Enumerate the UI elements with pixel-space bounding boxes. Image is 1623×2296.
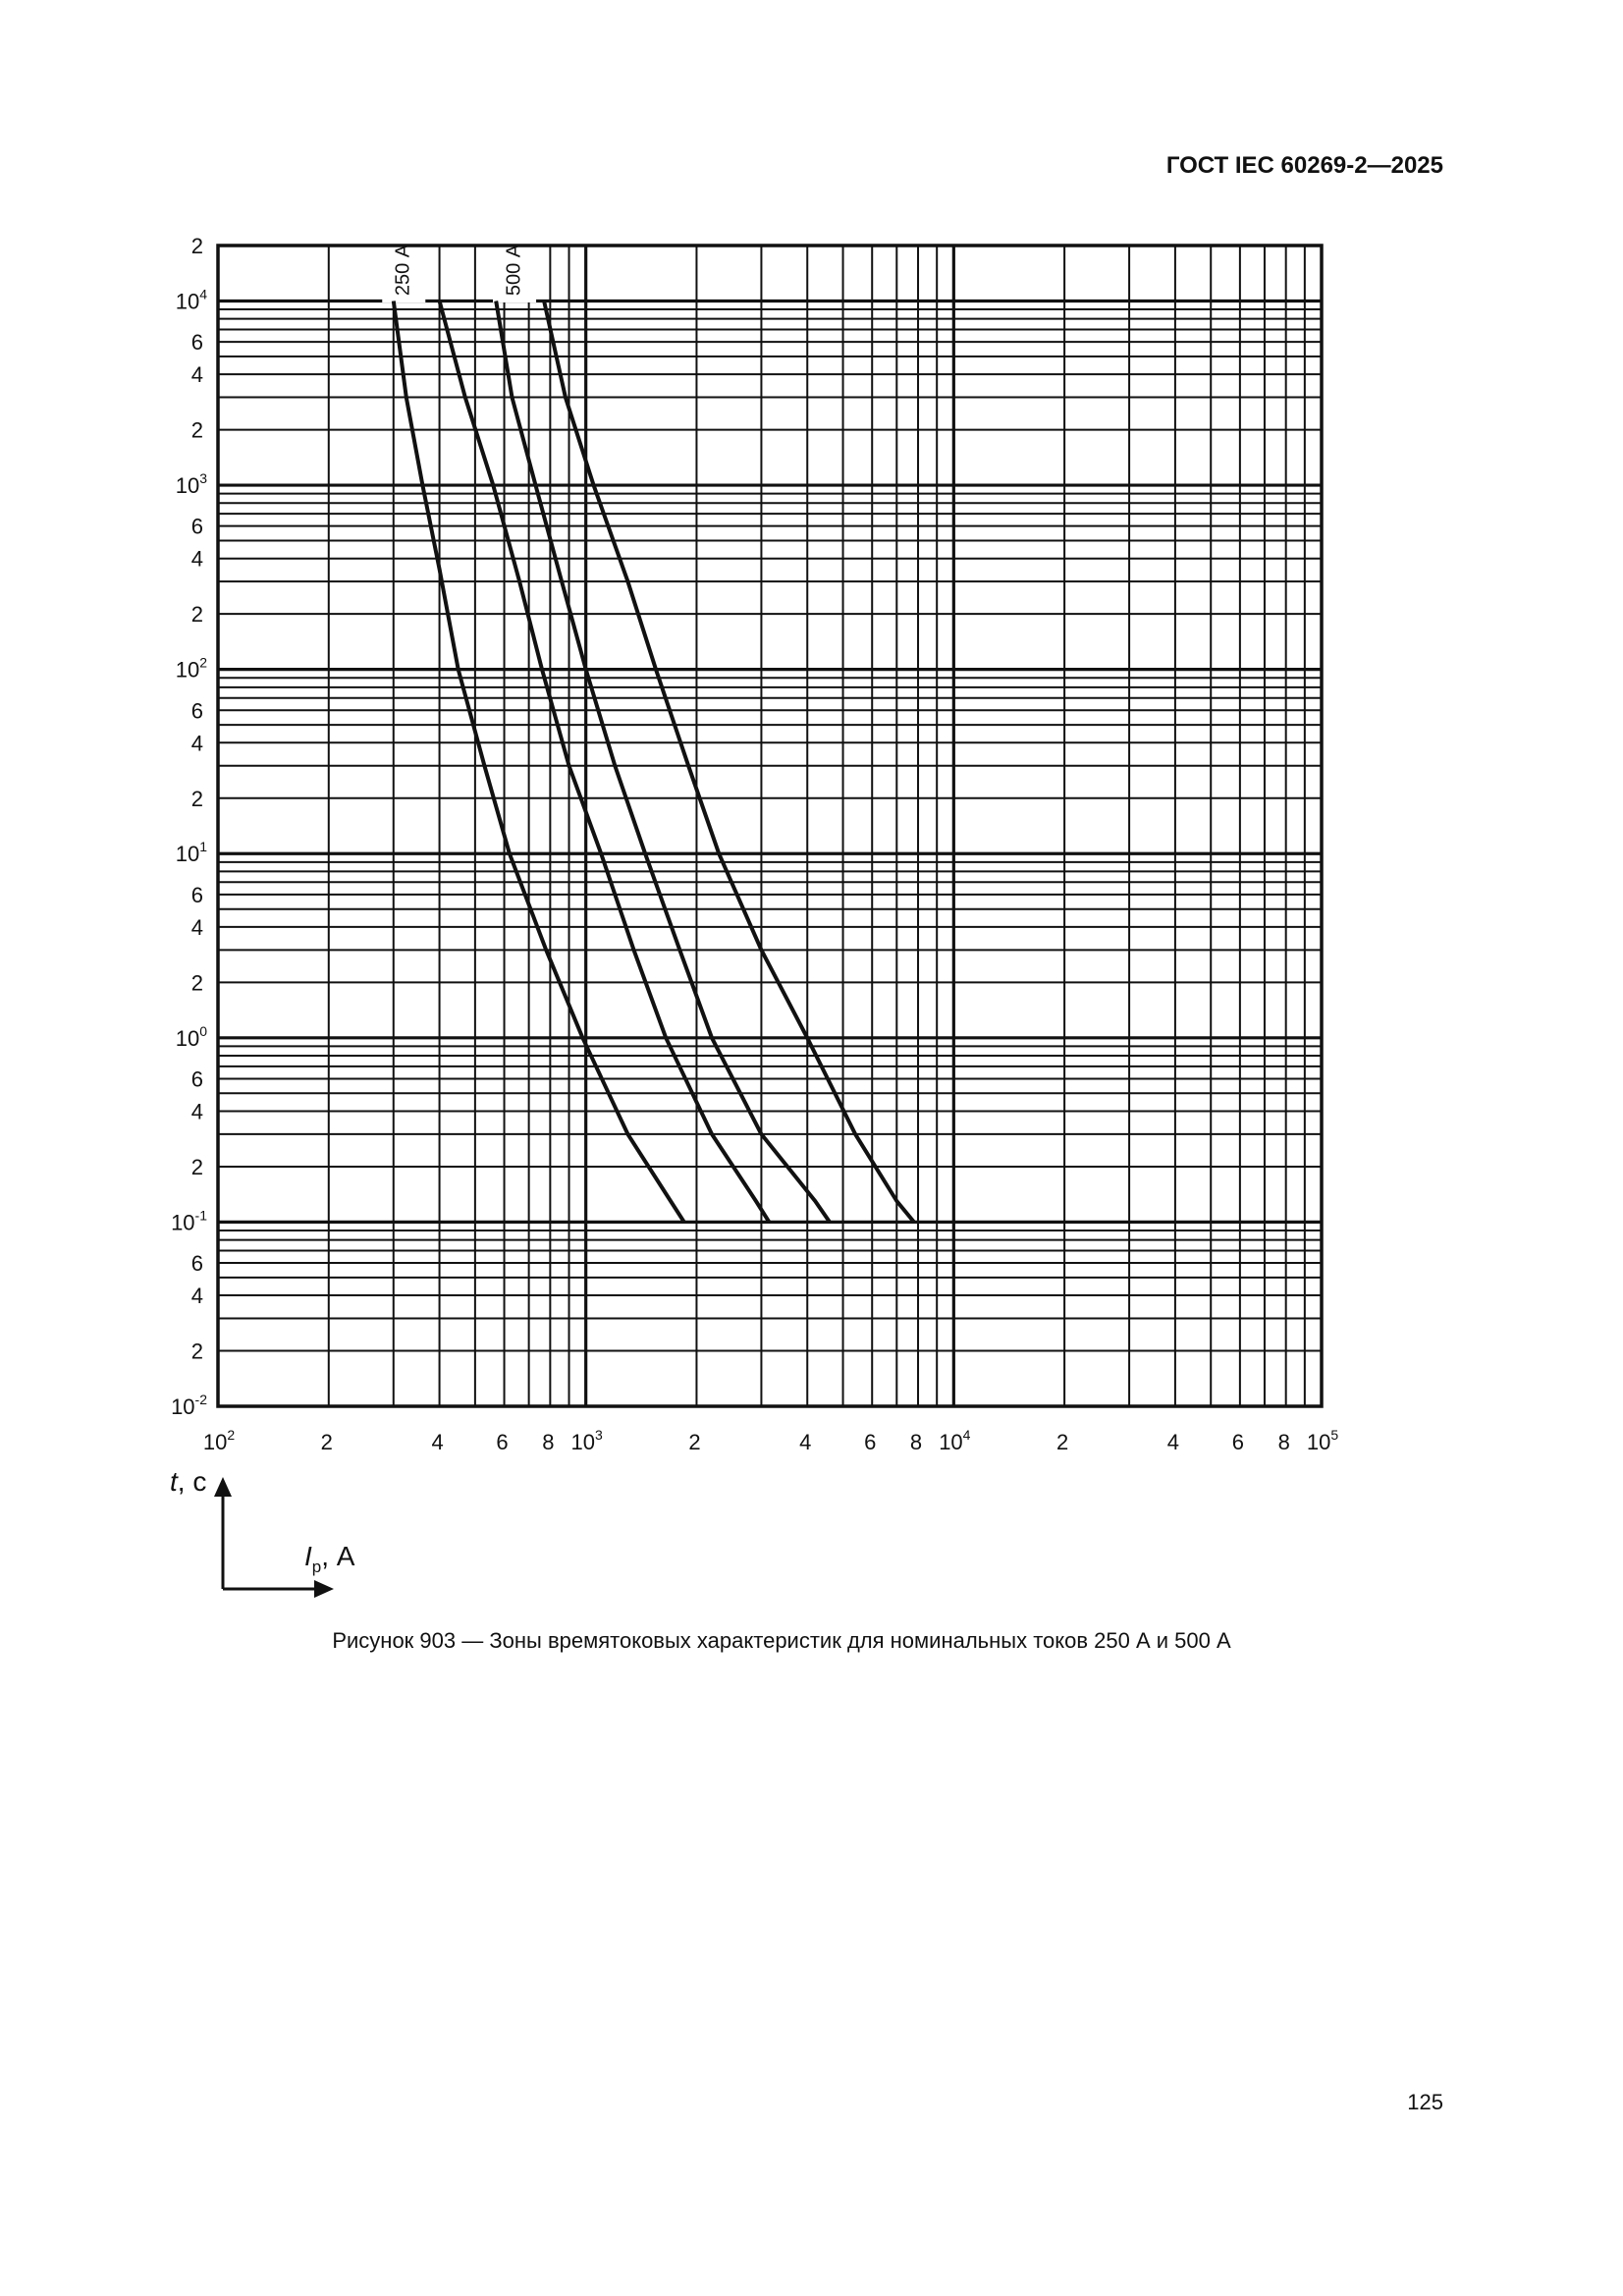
y-tick-label: 6 <box>190 882 203 907</box>
y-tick-label-major: $10^1$ <box>175 839 207 867</box>
x-axis-tick-labels <box>203 1427 1338 1454</box>
x-axis-label: $I_р$, А <box>304 1541 355 1576</box>
x-tick-label: 4 <box>431 1430 444 1454</box>
curve-annotation: 500 А <box>503 244 525 297</box>
zone-curve-3 <box>496 301 830 1223</box>
y-tick-label: 2 <box>190 234 203 258</box>
x-tick-label: 2 <box>320 1430 333 1454</box>
chart-frame <box>218 246 1322 1406</box>
y-tick-label: 6 <box>190 514 203 539</box>
curve-annotations <box>393 244 525 296</box>
x-tick-label-major: $10^5$ <box>1306 1427 1339 1454</box>
y-tick-label: 2 <box>190 786 203 811</box>
y-tick-label-major: $10^{-1}$ <box>171 1207 207 1235</box>
x-tick-label: 8 <box>909 1430 923 1454</box>
x-tick-label-major: $10^2$ <box>202 1427 236 1454</box>
x-tick-label: 6 <box>496 1430 509 1454</box>
y-tick-label: 4 <box>190 1099 203 1124</box>
axis-legend <box>170 1466 355 1598</box>
y-tick-label: 2 <box>190 970 203 996</box>
y-tick-label-major: $10^2$ <box>175 654 207 683</box>
figure-caption: Рисунок 903 — Зоны времятоковых характеристик для номинальных токов 250 А и 500 А <box>332 1628 1231 1653</box>
y-tick-label: 4 <box>190 914 203 940</box>
x-tick-label: 4 <box>799 1430 812 1454</box>
chart-grid <box>218 246 1322 1406</box>
zone-curve-4 <box>544 301 914 1223</box>
y-tick-label: 4 <box>190 1284 203 1309</box>
y-axis-label: t, с <box>170 1466 207 1497</box>
y-tick-label: 4 <box>190 731 203 756</box>
curve-annotation: 250 А <box>392 244 414 297</box>
y-tick-label: 2 <box>190 1339 203 1364</box>
plot-frame <box>218 246 1322 1406</box>
x-tick-label-major: $10^4$ <box>939 1427 971 1454</box>
y-tick-label-major: $10^0$ <box>175 1022 207 1051</box>
x-tick-label-major: $10^3$ <box>570 1427 603 1454</box>
y-tick-label: 6 <box>190 1251 203 1277</box>
x-tick-label: 4 <box>1166 1430 1180 1454</box>
x-tick-label: 6 <box>864 1430 877 1454</box>
y-tick-label: 4 <box>190 546 203 572</box>
y-tick-label: 6 <box>190 698 203 724</box>
y-tick-label: 4 <box>190 362 203 388</box>
y-tick-label-major: $10^{-2}$ <box>171 1392 207 1419</box>
y-tick-label-major: $10^4$ <box>175 286 207 314</box>
y-tick-label: 6 <box>190 1066 203 1092</box>
y-axis-arrowhead <box>214 1477 232 1497</box>
y-axis-tick-labels <box>171 234 207 1419</box>
y-tick-label-major: $10^3$ <box>175 470 207 499</box>
zone-curve-1 <box>394 301 684 1223</box>
x-tick-label: 6 <box>1231 1430 1245 1454</box>
document-header: ГОСТ IEC 60269-2—2025 <box>1165 152 1443 179</box>
x-tick-label: 2 <box>688 1430 701 1454</box>
x-axis-arrowhead <box>314 1580 334 1598</box>
y-tick-label: 2 <box>190 602 203 628</box>
y-tick-label: 2 <box>190 417 203 443</box>
y-tick-label: 6 <box>190 330 203 355</box>
chart-curves <box>394 301 914 1223</box>
y-tick-label: 2 <box>190 1154 203 1179</box>
x-tick-label: 8 <box>542 1430 555 1454</box>
x-tick-label: 2 <box>1055 1430 1069 1454</box>
x-tick-label: 8 <box>1277 1430 1290 1454</box>
page-number: 125 <box>1407 2090 1443 2114</box>
